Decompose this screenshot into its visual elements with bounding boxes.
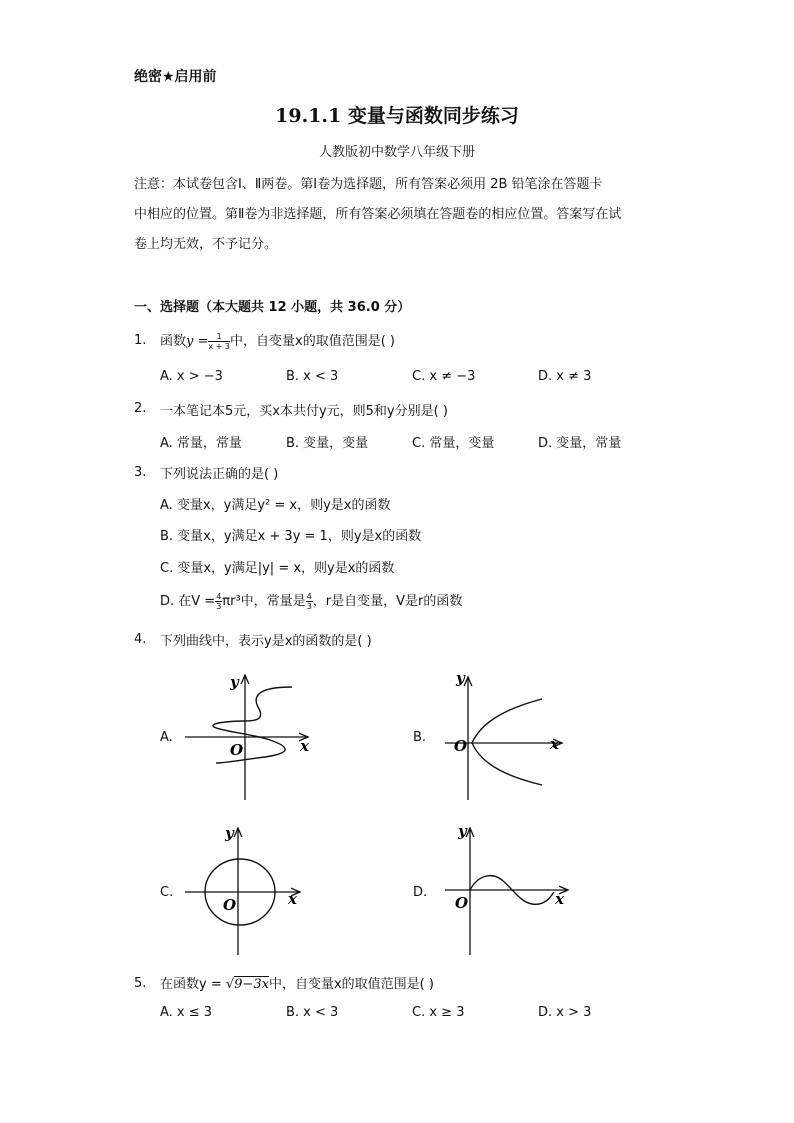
question-1-text — [160, 330, 395, 351]
graph-c[interactable] — [180, 820, 320, 960]
question-text: 在函数y = — [160, 977, 226, 992]
sqrt-sign: √ — [225, 977, 235, 992]
option-c[interactable]: C. x ≠ −3 — [412, 369, 476, 384]
notice-paragraph — [134, 170, 664, 260]
origin-label: O — [223, 896, 237, 914]
notice-line: 中相应的位置。第Ⅱ卷为非选择题，所有答案必须填在答题卷的相应位置。答案写在试 — [134, 207, 622, 222]
x-axis-label: x — [300, 737, 309, 755]
option-c[interactable]: C. x ≥ 3 — [412, 1005, 465, 1020]
question-number: 1. — [134, 333, 147, 348]
fraction-numerator: 1 — [208, 332, 230, 342]
y-axis-label: y — [225, 824, 234, 842]
option-d-mid: πr³中，常量是 — [222, 594, 306, 609]
fraction — [306, 592, 313, 611]
graph-label-c[interactable]: C. — [160, 885, 174, 900]
math-expression: y = — [186, 334, 209, 349]
question-2-text: 一本笔记本5元，买x本共付y元，则5和y分别是( ) — [160, 404, 448, 419]
origin-label: O — [455, 894, 469, 912]
origin-label: O — [230, 741, 244, 759]
option-d-suffix: ，r是自变量，V是r的函数 — [312, 594, 463, 609]
graph-label-a[interactable]: A. — [160, 730, 173, 745]
fraction-denominator: x + 3 — [208, 342, 231, 351]
fraction-numerator: 4 — [216, 592, 222, 601]
graph-a[interactable] — [180, 665, 330, 805]
section-title: 一、选择题（本大题共 12 小题，共 36.0 分） — [134, 300, 411, 315]
x-axis-label: x — [288, 890, 297, 908]
fraction-numerator: 4 — [306, 592, 312, 601]
question-5-text — [160, 973, 434, 992]
question-text: 中，自变量x的取值范围是( ) — [230, 334, 395, 349]
question-text: 中，自变量x的取值范围是( ) — [268, 977, 434, 992]
option-a[interactable]: A. 常量，常量 — [160, 436, 242, 451]
fraction-denominator: 3 — [306, 602, 312, 611]
question-number: 5. — [134, 976, 147, 991]
option-d[interactable]: D. 变量，常量 — [538, 436, 622, 451]
question-4-text: 下列曲线中，表示y是x的函数的是( ) — [160, 634, 372, 649]
x-axis-label: x — [550, 735, 559, 753]
y-axis-label: y — [456, 669, 465, 687]
page-title: 19.1.1 变量与函数同步练习 — [275, 105, 519, 127]
graph-label-b[interactable]: B. — [413, 730, 427, 745]
option-b[interactable]: B. x < 3 — [286, 369, 339, 384]
option-a[interactable]: A. x ≤ 3 — [160, 1005, 213, 1020]
confidential-mark: 绝密★启用前 — [134, 69, 217, 85]
graph-b[interactable] — [440, 665, 580, 805]
graph-label-d[interactable]: D. — [413, 885, 428, 900]
curve — [213, 687, 292, 763]
fraction — [208, 332, 230, 351]
question-3-text: 下列说法正确的是( ) — [160, 467, 279, 482]
fraction-denominator: 3 — [216, 602, 222, 611]
page-subtitle: 人教版初中数学八年级下册 — [318, 145, 475, 160]
question-text: 函数 — [160, 334, 187, 349]
y-axis-label: y — [230, 673, 239, 691]
sqrt-content: 9−3x — [234, 977, 269, 992]
question-number: 4. — [134, 632, 147, 647]
option-a[interactable]: A. 变量x，y满足y² = x，则y是x的函数 — [160, 498, 391, 513]
option-d[interactable] — [160, 590, 462, 611]
origin-label: O — [454, 737, 468, 755]
notice-line: 卷上均无效，不予记分。 — [134, 237, 278, 252]
option-b[interactable]: B. 变量x，y满足x + 3y = 1，则y是x的函数 — [160, 529, 422, 544]
option-d[interactable]: D. x ≠ 3 — [538, 369, 592, 384]
x-axis-label: x — [555, 890, 564, 908]
option-c[interactable]: C. 变量x，y满足|y| = x，则y是x的函数 — [160, 561, 395, 576]
option-a[interactable]: A. x > −3 — [160, 369, 223, 384]
y-axis-label: y — [458, 822, 467, 840]
option-b[interactable]: B. x < 3 — [286, 1005, 339, 1020]
curve — [472, 699, 542, 785]
question-number: 3. — [134, 465, 147, 480]
question-number: 2. — [134, 401, 147, 416]
graph-d[interactable] — [440, 820, 580, 960]
option-b[interactable]: B. 变量，变量 — [286, 436, 369, 451]
option-d[interactable]: D. x > 3 — [538, 1005, 592, 1020]
notice-line: 注意：本试卷包含Ⅰ、Ⅱ两卷。第Ⅰ卷为选择题，所有答案必须用 2B 铅笔涂在答题卡 — [134, 177, 603, 192]
option-c[interactable]: C. 常量，变量 — [412, 436, 495, 451]
option-d-prefix: D. 在V = — [160, 594, 216, 609]
